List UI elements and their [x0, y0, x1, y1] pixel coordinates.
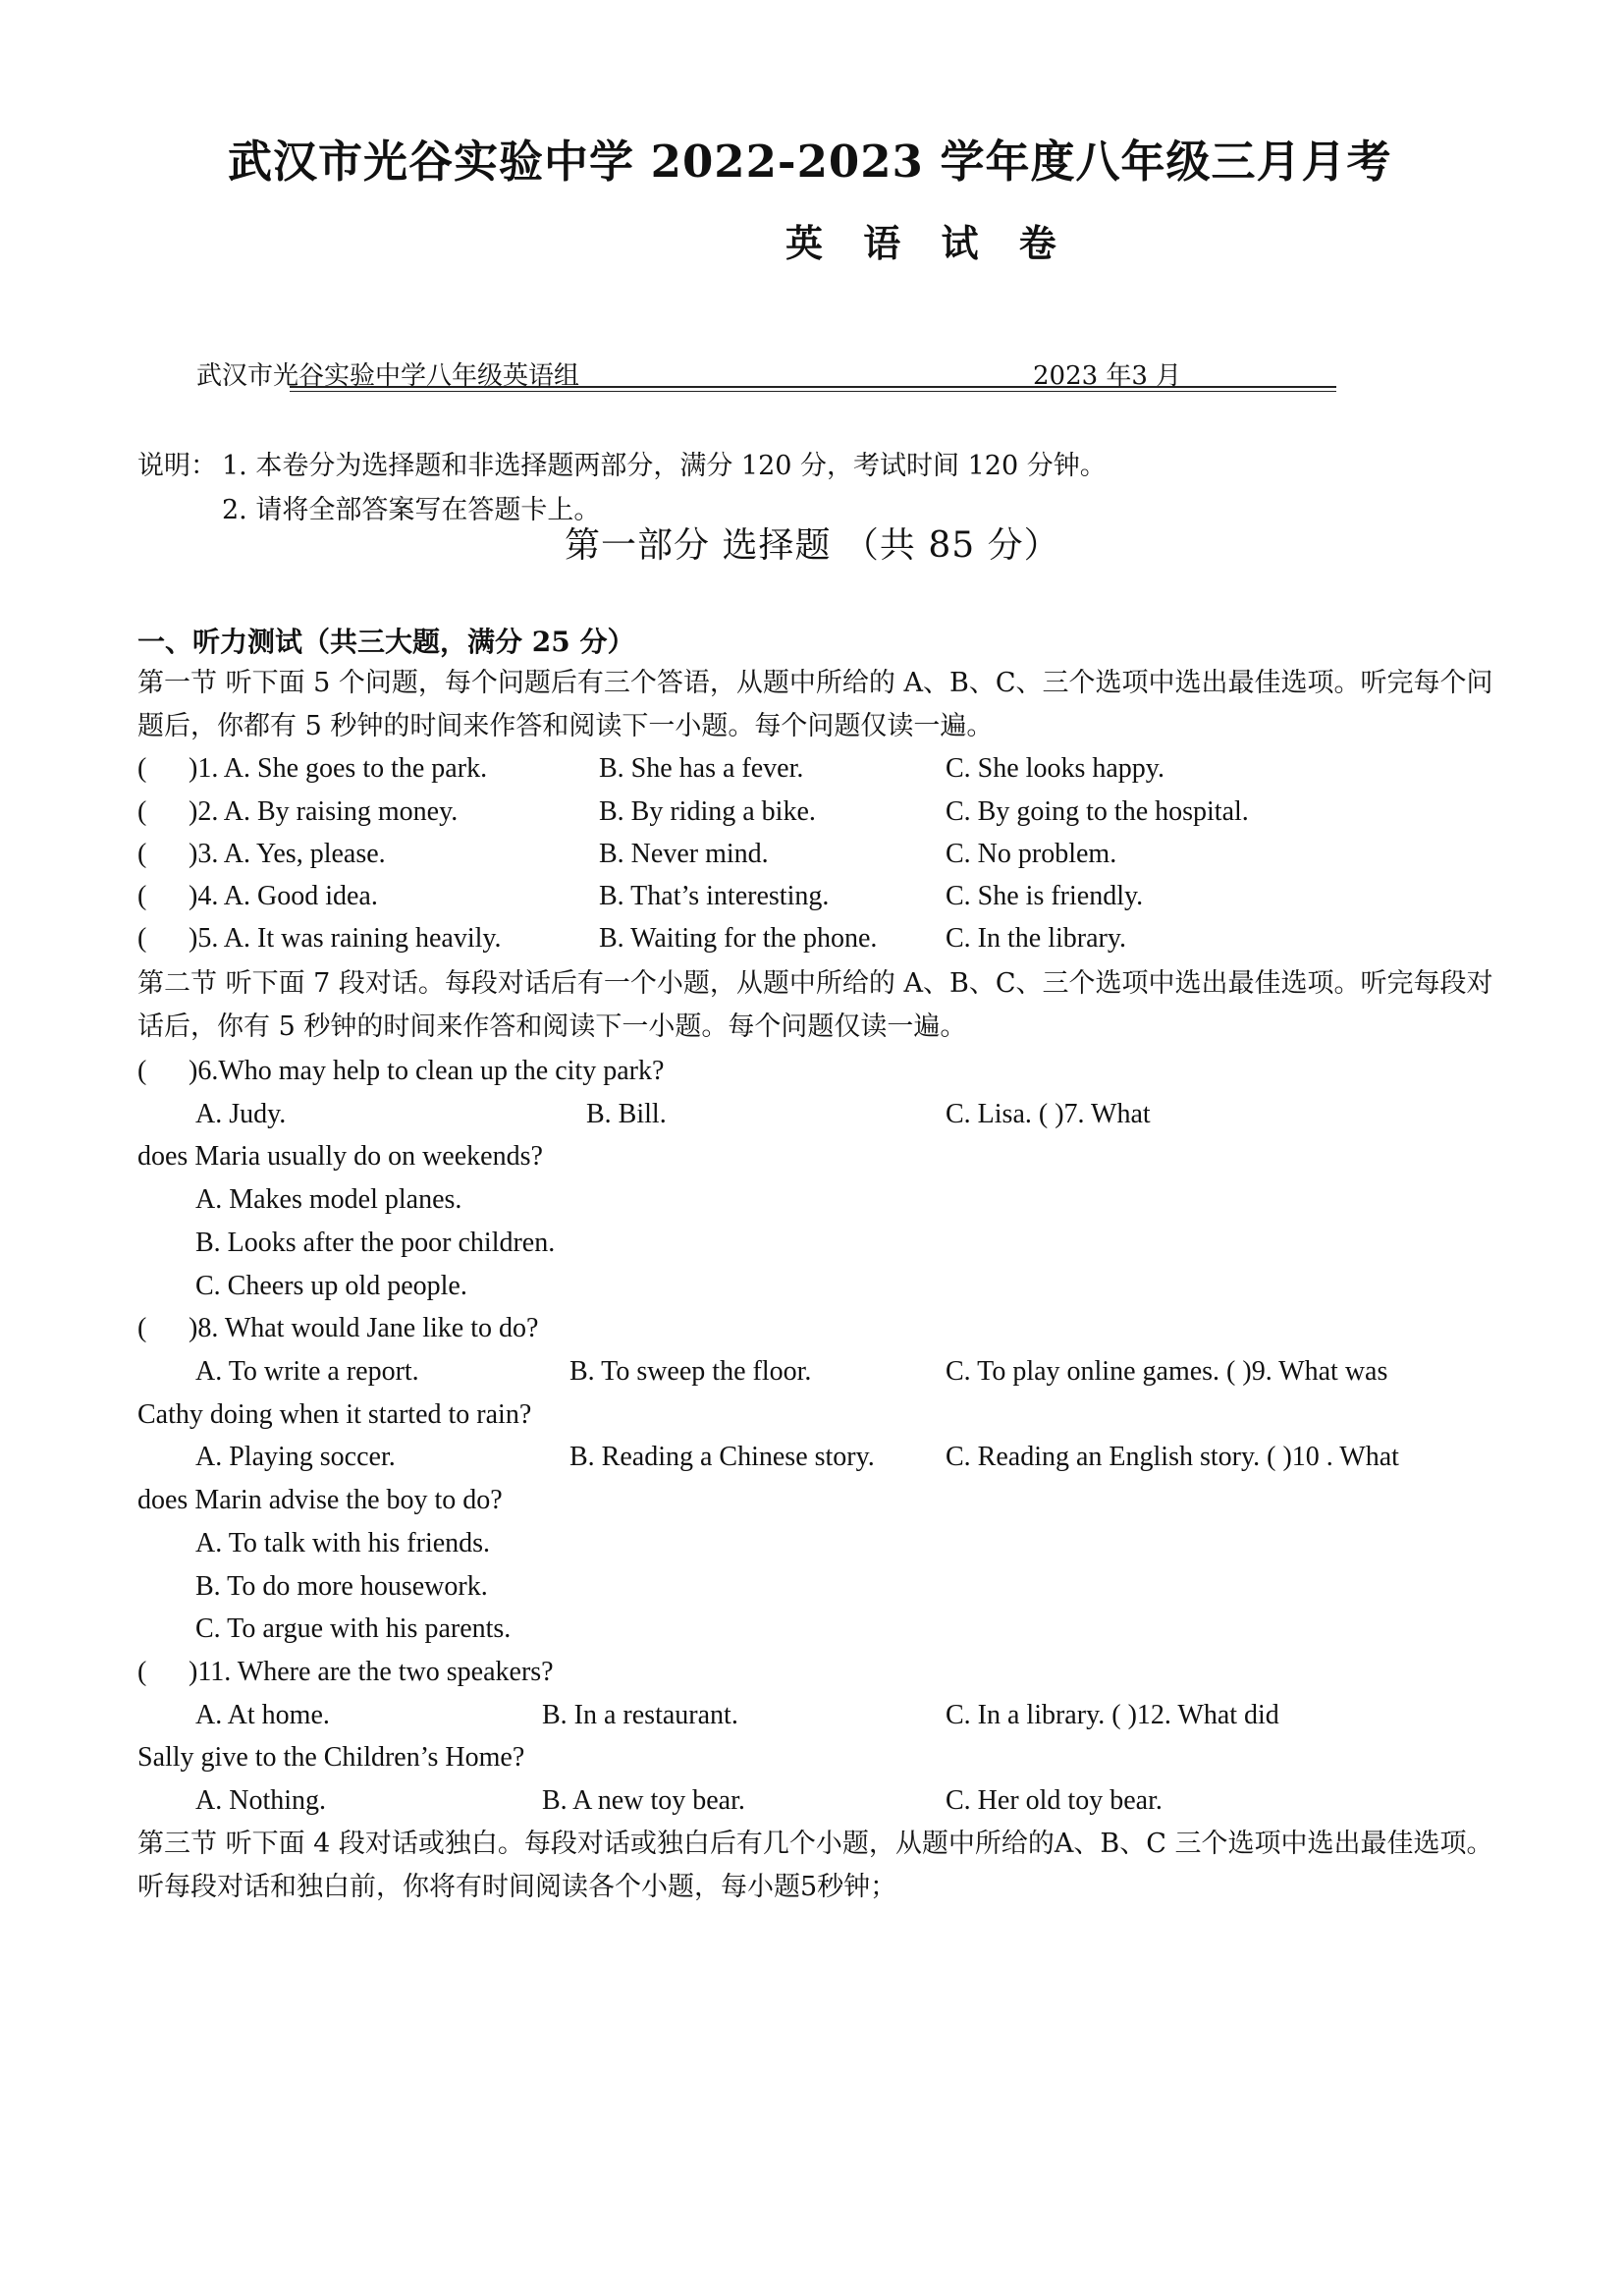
q11-option-c: C. In a library. ( )12. What did [946, 1700, 1279, 1730]
question-2: ( )2. A. By raising money. [137, 796, 459, 827]
q10-option-a: A. To talk with his friends. [195, 1528, 491, 1558]
q11-option-a: A. At home. [195, 1700, 330, 1730]
q9-option-c: C. Reading an English story. ( )10 . What [946, 1442, 1399, 1472]
q2-option-c: C. By going to the hospital. [946, 796, 1249, 827]
q1-option-c: C. She looks happy. [946, 753, 1164, 784]
q11-option-b: B. In a restaurant. [542, 1700, 738, 1730]
answer-paren: ( [137, 1056, 147, 1086]
answer-paren: ( [137, 1313, 147, 1343]
note-item-1: 1. 本卷分为选择题和非选择题两部分，满分 120 分，考试时间 120 分钟。 [222, 451, 1107, 481]
question-9: Cathy doing when it started to rain? [137, 1399, 532, 1430]
q9-option-b: B. Reading a Chinese story. [569, 1442, 875, 1472]
answer-paren: ( [137, 839, 147, 869]
notes-label: 说明： [137, 451, 217, 481]
part-title: 第一部分 选择题 （共 85 分） [565, 525, 1060, 566]
q6-option-b: B. Bill. [586, 1099, 667, 1129]
note-item-2: 2. 请将全部答案写在答题卡上。 [222, 495, 601, 525]
q7-option-c: C. Cheers up old people. [195, 1271, 467, 1301]
q2-option-b: B. By riding a bike. [599, 796, 816, 827]
header-underline-thin [290, 391, 1336, 392]
q3-option-c: C. No problem. [946, 839, 1117, 869]
q12-option-a: A. Nothing. [195, 1785, 326, 1816]
q4-option-c: C. She is friendly. [946, 881, 1144, 911]
section-heading: 一、听力测试（共三大题，满分 25 分） [137, 626, 635, 658]
q12-option-c: C. Her old toy bear. [946, 1785, 1163, 1816]
exam-subtitle: 英 语 试 卷 [785, 221, 1070, 265]
q6-option-c: C. Lisa. ( )7. What [946, 1099, 1151, 1129]
q5-option-b: B. Waiting for the phone. [599, 923, 878, 954]
question-3: ( )3. A. Yes, please. [137, 839, 386, 869]
question-5: ( )5. A. It was raining heavily. [137, 923, 502, 954]
question-4: ( )4. A. Good idea. [137, 881, 378, 911]
section-intro-3: 第三节 听下面 4 段对话或独白。每段对话或独白后有几个小题，从题中所给的A、B、C 三个选项中选出最佳选项。听每段对话和独白前，你将有时间阅读各个小题，每小题5秒钟； [137, 1829, 1493, 1902]
q10-option-b: B. To do more housework. [195, 1571, 488, 1602]
q4-option-b: B. That’s interesting. [599, 881, 830, 911]
q5-option-c: C. In the library. [946, 923, 1127, 954]
question-12: Sally give to the Children’s Home? [137, 1742, 525, 1773]
org-name: 武汉市光谷实验中学八年级英语组 [196, 361, 580, 391]
q10-option-c: C. To argue with his parents. [195, 1613, 512, 1644]
question-7: does Maria usually do on weekends? [137, 1141, 543, 1172]
answer-paren: ( [137, 923, 147, 954]
q6-option-a: A. Judy. [195, 1099, 287, 1129]
answer-paren: ( [137, 796, 147, 827]
question-8: ( )8. What would Jane like to do? [137, 1313, 539, 1343]
q12-option-b: B. A new toy bear. [542, 1785, 745, 1816]
q9-option-a: A. Playing soccer. [195, 1442, 396, 1472]
q8-option-a: A. To write a report. [195, 1356, 419, 1387]
section-intro-1: 第一节 听下面 5 个问题，每个问题后有三个答语，从题中所给的 A、B、C、三个选项中选出最佳选项。听完每个问题后，你都有 5 秒钟的时间来作答和阅读下一小题。每个问题仅读一遍。 [137, 668, 1493, 741]
answer-paren: ( [137, 753, 147, 784]
exam-title: 武汉市光谷实验中学 2022-2023 学年度八年级三月月考 [228, 136, 1392, 188]
question-10: does Marin advise the boy to do? [137, 1485, 503, 1515]
header-underline [290, 386, 1336, 388]
question-6: ( )6.Who may help to clean up the city park? [137, 1056, 665, 1086]
question-1: ( )1. A. She goes to the park. [137, 753, 488, 784]
exam-date: 2023 年3 月 [1033, 361, 1182, 391]
q8-option-c: C. To play online games. ( )9. What was [946, 1356, 1388, 1387]
q8-option-b: B. To sweep the floor. [569, 1356, 812, 1387]
question-11: ( )11. Where are the two speakers? [137, 1657, 554, 1687]
q3-option-b: B. Never mind. [599, 839, 769, 869]
answer-paren: ( [137, 1657, 147, 1687]
q7-option-b: B. Looks after the poor children. [195, 1228, 556, 1258]
answer-paren: ( [137, 881, 147, 911]
section-intro-2: 第二节 听下面 7 段对话。每段对话后有一个小题，从题中所给的 A、B、C、三个选项中选出最佳选项。听完每段对话后，你有 5 秒钟的时间来作答和阅读下一小题。每个问题仅读一遍。 [137, 968, 1493, 1042]
q7-option-a: A. Makes model planes. [195, 1184, 462, 1215]
q1-option-b: B. She has a fever. [599, 753, 804, 784]
